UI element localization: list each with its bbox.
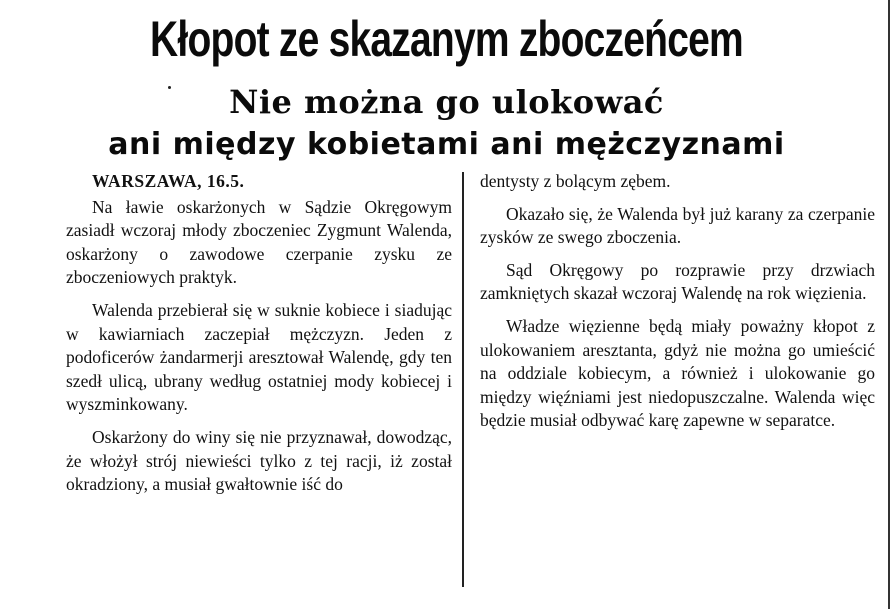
- paragraph: Władze więzienne będą miały poważny kłopot z ulokowaniem aresztanta, gdyż nie można go umieścić na oddziale kobiecym, a również i ulokowanie go między więźniami jest niedopuszczalne. Walenda więc będzie musiał odbywać karę zapewne w separatce.: [480, 315, 875, 431]
- paragraph: Oskarżony do winy się nie przyznawał, dowodząc, że włożył strój niewieści tylko z tej racji, iż został okradziony, a musiał gwałtownie iść do: [66, 426, 452, 495]
- paragraph-continuation: dentysty z bolącym zębem.: [480, 171, 671, 191]
- page-edge-rule: [888, 0, 890, 609]
- headline-sub-1: Nie można go ulokować: [229, 83, 664, 121]
- paragraph: Walenda przebierał się w suknie kobiece i siadując w kawiarniach zaczepiał mężczyzn. Jeden z podoficerów żandarmerji aresztował Walendę, gdy ten szedł ulicą, ubrany według ostatniej mody kobiecej i wyszminkowany.: [66, 299, 452, 415]
- headline-main: Kłopot ze skazanym zboczeńcem: [150, 11, 743, 67]
- dateline: WARSZAWA, 16.5.: [92, 171, 245, 191]
- column-divider: [462, 172, 464, 587]
- paragraph: Okazało się, że Walenda był już karany za czerpanie zysków ze swego zboczenia.: [480, 203, 875, 248]
- article-column-left: [66, 170, 452, 506]
- article-column-right: [480, 170, 875, 442]
- paragraph: Na ławie oskarżonych w Sądzie Okręgowym zasiadł wczoraj młody zboczeniec Zygmunt Walenda, oskarżony o zawodowe czerpanie zysku ze zboczeniowych praktyk.: [66, 196, 452, 288]
- paragraph: Sąd Okręgowy po rozprawie przy drzwiach zamkniętych skazał wczoraj Walendę na rok więzienia.: [480, 259, 875, 304]
- headline-sub-2: ani między kobietami ani mężczyznami: [108, 127, 785, 162]
